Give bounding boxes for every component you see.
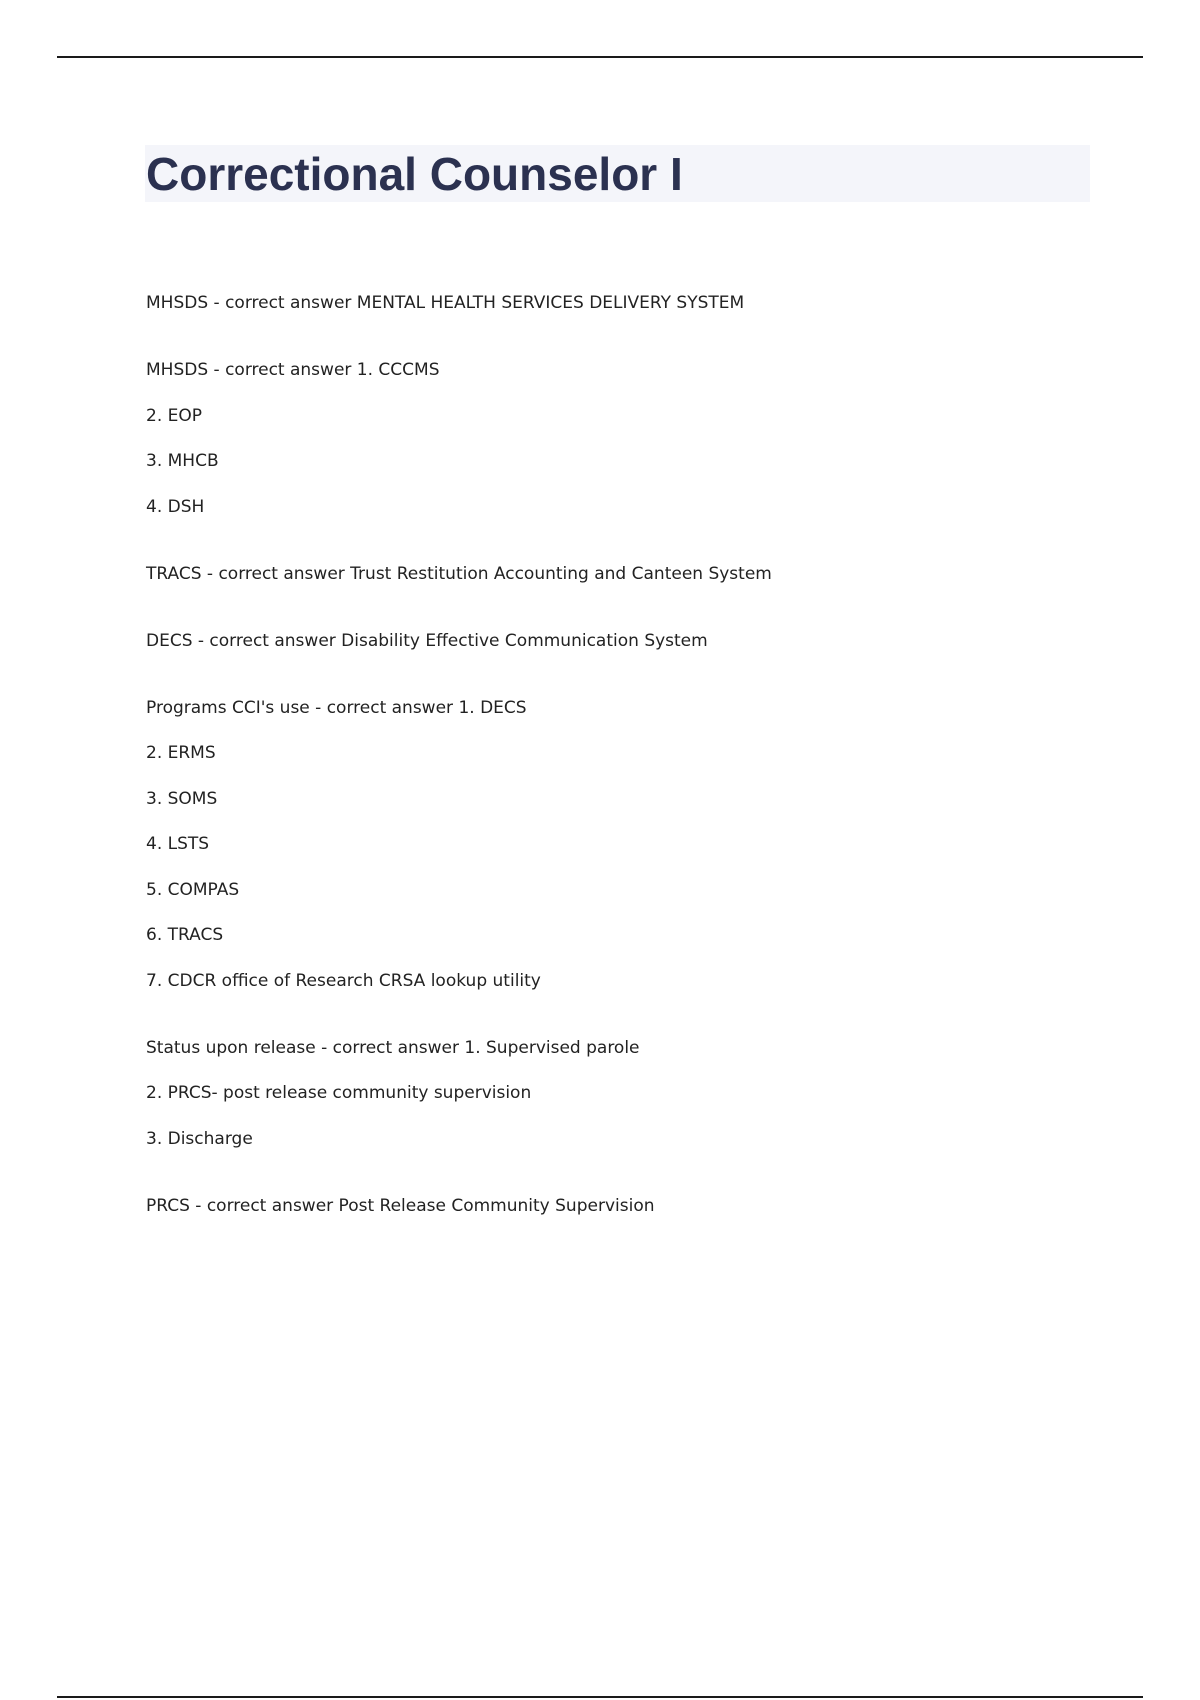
qa-line: 5. COMPAS (146, 879, 240, 900)
qa-line: Status upon release - correct answer 1. Supervised parole (146, 1037, 640, 1058)
qa-line: PRCS - correct answer Post Release Community Supervision (146, 1195, 655, 1216)
qa-line: 2. ERMS (146, 743, 216, 763)
qa-line: 4. LSTS (146, 834, 210, 854)
qa-entry (146, 292, 1086, 314)
qa-entry (146, 359, 1086, 518)
qa-line: MHSDS - correct answer 1. CCCMS (146, 360, 440, 380)
header-rule (57, 56, 1143, 58)
document-title: Correctional Counselor I (146, 148, 683, 200)
qa-line: 3. SOMS (146, 788, 218, 809)
qa-line: DECS - correct answer Disability Effective Communication System (146, 630, 708, 651)
qa-entry (146, 697, 1086, 992)
qa-line: 2. EOP (146, 405, 202, 426)
qa-entry (146, 630, 1086, 652)
qa-line: 3. Discharge (146, 1128, 253, 1149)
qa-line: 6. TRACS (146, 925, 224, 945)
qa-entry (146, 1195, 1086, 1217)
qa-line: 4. DSH (146, 496, 205, 517)
qa-line: TRACS - correct answer Trust Restitution Accounting and Canteen System (146, 563, 772, 584)
footer-rule (57, 1696, 1143, 1698)
qa-line: MHSDS - correct answer MENTAL HEALTH SERVICES DELIVERY SYSTEM (146, 293, 745, 313)
qa-line: Programs CCI's use - correct answer 1. DECS (146, 697, 527, 718)
qa-line: 3. MHCB (146, 451, 219, 471)
qa-entry (146, 563, 1086, 585)
qa-line: 7. CDCR office of Research CRSA lookup utility (146, 970, 541, 991)
qa-line: 2. PRCS- post release community supervision (146, 1083, 532, 1103)
qa-list (146, 292, 1086, 1262)
qa-entry (146, 1037, 1086, 1150)
